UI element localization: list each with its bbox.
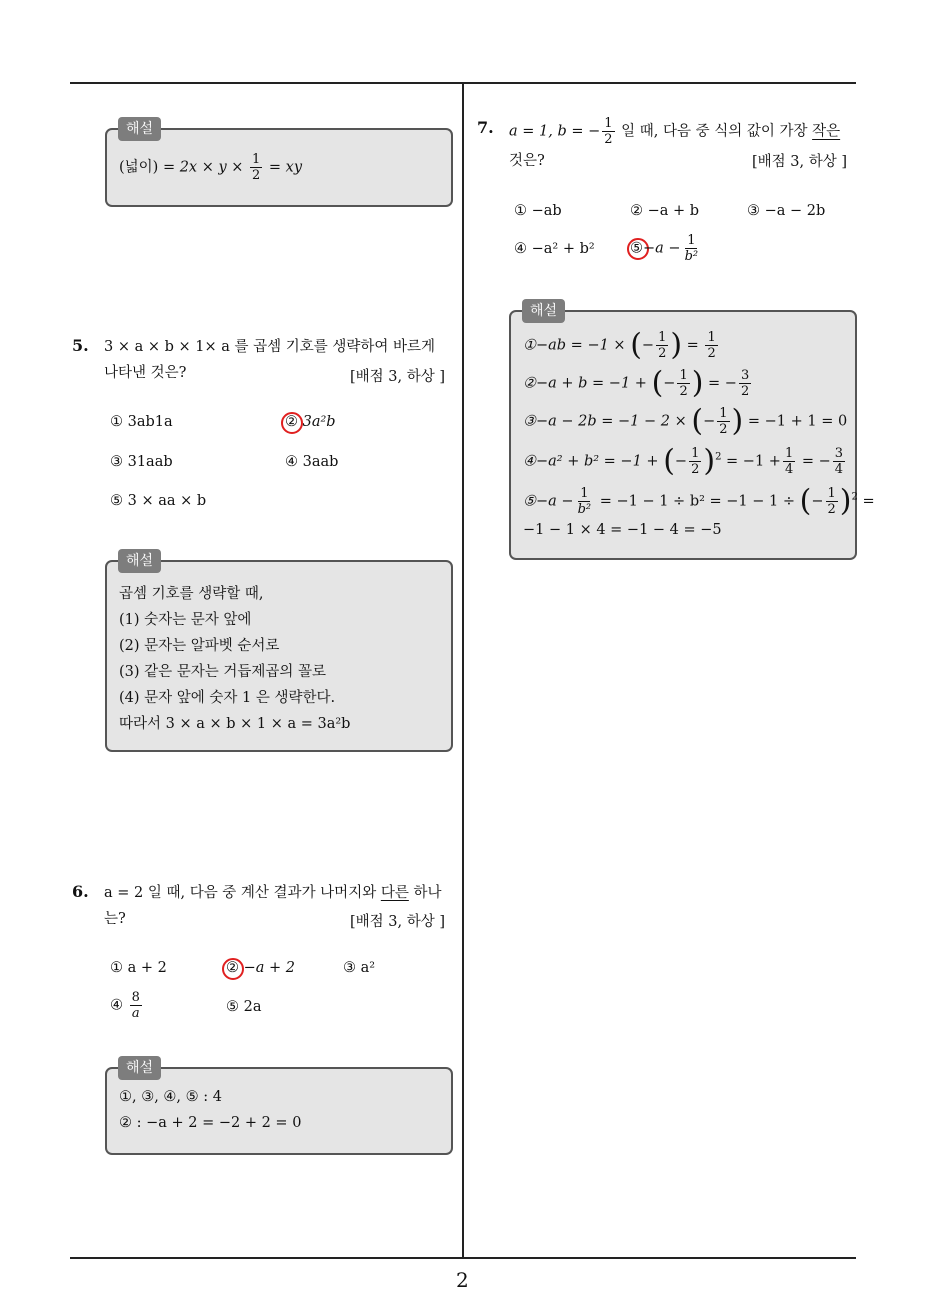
q5-number: 5. [72,336,89,355]
q6-text-line2: 는? [104,911,126,927]
q7-sol3-post: = −1 + 1 = 0 [747,413,848,430]
q7-sol4-b-den: 4 [784,462,794,477]
q7-sol1-pre: ①−ab = −1 × [523,337,626,354]
q7-sol1-res-num: 1 [707,330,716,345]
q7-text-underlined: 작은 [812,123,841,140]
q7-option-1[interactable]: ① −ab [514,203,562,219]
q7-sol1-post: = [686,337,699,354]
q7-option-2[interactable]: ② −a + b [630,203,700,219]
q7-option-4[interactable]: ④ −a² + b² [514,241,595,257]
q7-sol4-fraction [689,446,701,477]
q5-text-line1: 3 × a × b × 1× a 를 곱셈 기호를 생략하여 바르게 [104,339,436,355]
q7-sol2-paren-open: ( [651,365,664,401]
q7-sol4-post2: = − [801,453,831,470]
q7-solution-line-3 [523,403,848,439]
q7-sol4-pre: ④−a² + b² = −1 + [523,453,659,470]
q7-sol1-num: 1 [658,330,667,345]
q7-sol4-sup: 2 [715,451,722,463]
q7-option-5-marker: ⑤ [630,240,643,257]
q6-text-pre: a = 2 일 때, 다음 중 계산 결과가 나머지와 [104,885,381,901]
q6-opt4-denominator: a [131,1006,140,1021]
q7-solution-line-6: −1 − 1 × 4 = −1 − 4 = −5 [523,522,722,538]
q6-option-4-fraction [130,990,142,1021]
q5-option-2-marker: ② [285,414,298,430]
q6-solution-tag: 해설 [118,1056,161,1080]
q6-option-3[interactable]: ③ a² [343,960,376,976]
q7-sol1-fraction [656,330,668,361]
q7-sol5-a-num: 1 [580,486,589,501]
q7-sol4-result [833,446,845,477]
q5-option-2[interactable] [285,414,336,430]
q7-sol5-sup: 2 [851,491,858,503]
q6-option-4-marker: ④ [110,997,123,1014]
q7-solution-line-5 [523,483,875,519]
q6-option-2-marker: ② [226,960,239,976]
column-divider [462,82,464,1258]
q7-sol2-num: 1 [679,368,688,383]
q7-sol2-fraction [677,368,689,399]
q7-sol4-frac-b [783,446,795,477]
q7-solution-tag: 해설 [522,299,565,323]
q7-sol3-fraction [717,406,729,437]
q6-option-1[interactable]: ① a + 2 [110,960,167,976]
q6-score: [배점 3, 하상 ] [350,914,446,930]
q7-sol5-pre: ⑤−a − [523,493,574,510]
q7-text-line1 [509,116,840,147]
q7-sol2-paren-close: ) [691,365,704,401]
q4-solution-line [119,152,302,183]
q5-solution-line-5: (4) 문자 앞에 숫자 1 은 생략한다. [119,690,336,706]
q6-text-underlined: 다른 [380,885,409,901]
bottom-rule [70,1257,856,1259]
q7-option-5-pre: −a − [643,240,681,257]
q6-text-line1 [104,880,441,906]
q7-sol5-a-den: b² [577,502,592,517]
q7-sol2-den: 2 [679,384,688,399]
q6-number: 6. [72,882,89,901]
q7-solution-line-2 [523,365,753,401]
q7-sol3-num: 1 [719,406,728,421]
q7-text-line2: 것은? [509,153,545,169]
q7-sol1-den: 2 [658,346,667,361]
q6-option-4[interactable] [110,990,144,1021]
q7-sol2-inner: − [663,375,676,392]
q7-sol2-res-num: 3 [740,368,750,383]
q5-solution-tag: 해설 [118,549,161,573]
q7-sol5-inner: − [811,493,824,510]
q7-sol4-num: 1 [691,446,700,461]
q7-sol1-paren-open: ( [630,327,642,363]
q5-solution-line-6: 따라서 3 × a × b × 1 × a = 3a²b [119,716,351,732]
q7-option-5-fraction [683,233,701,264]
q5-option-2-text: 3a²b [302,414,336,430]
q7-sol4-paren-close: ) [703,443,716,479]
q7-text-pre: a = 1, b = − [509,123,601,140]
q5-score: [배점 3, 하상 ] [350,369,446,385]
q7-opt5-denominator: b² [684,249,699,264]
q7-sol4-post1: = −1 + [726,453,781,470]
q7-sol4-res-den: 4 [834,462,844,477]
q5-solution-line-3: (2) 문자는 알파벳 순서로 [119,638,280,654]
q5-option-3[interactable]: ③ 31aab [110,454,173,470]
q7-sol2-result [739,368,751,399]
page-number: 2 [456,1268,469,1292]
q7-text-fraction [602,116,614,147]
q6-solution-box [105,1067,453,1155]
q7-sol5-fraction-a [576,486,594,517]
q7-sol5-post: = [862,493,875,510]
q7-sol5-paren-close: ) [839,483,852,519]
q5-solution-line-4: (3) 같은 문자는 거듭제곱의 꼴로 [119,664,327,680]
q7-sol3-den: 2 [719,422,728,437]
q7-sol1-paren-close: ) [670,327,683,363]
q4-solution-tag: 해설 [118,117,161,141]
q7-sol4-inner: − [674,453,688,470]
q7-sol4-res-num: 3 [834,446,844,461]
q4-solution-fraction [250,152,262,183]
q6-text-post: 하나 [408,885,442,901]
q7-number: 7. [477,118,494,137]
q4-solution-eq: = 2x × y × [162,159,244,176]
q7-sol5-paren-open: ( [799,483,812,519]
q7-frac-denominator: 2 [604,132,613,147]
q7-frac-numerator: 1 [604,116,613,131]
q6-option-2-text: −a + 2 [243,960,295,976]
q5-text-line2: 나타낸 것은? [104,365,187,381]
q5-option-4[interactable]: ④ 3aab [285,454,339,470]
q7-sol5-fraction-b [826,486,838,517]
q5-option-1[interactable]: ① 3ab1a [110,414,173,430]
q6-option-2[interactable] [226,960,295,976]
q6-solution-line-2: ② : −a + 2 = −2 + 2 = 0 [119,1115,302,1131]
q7-sol3-pre: ③−a − 2b = −1 − 2 × [523,413,687,430]
q4-solution-lhs: (넓이) [119,159,159,176]
q7-sol3-inner: − [703,413,716,430]
q7-option-3[interactable]: ③ −a − 2b [747,203,826,219]
q7-sol4-paren-open: ( [663,443,675,479]
q7-score: [배점 3, 하상 ] [752,154,848,170]
q6-opt4-numerator: 8 [131,990,140,1005]
q4-frac-numerator: 1 [252,152,261,167]
q7-sol4-b-num: 1 [784,446,794,461]
q7-sol3-paren-open: ( [691,403,704,439]
q4-solution-rhs: = xy [268,159,303,176]
q5-solution-line-1: 곱셈 기호를 생략할 때, [119,586,264,602]
q7-sol5-b-den: 2 [827,502,836,517]
q7-sol1-result [705,330,717,361]
q7-sol5-b-num: 1 [827,486,836,501]
q7-option-5[interactable] [630,233,702,264]
q5-solution-line-2: (1) 숫자는 문자 앞에 [119,612,252,628]
q7-solution-box [509,310,875,560]
q7-sol2-pre: ②−a + b = −1 + [523,375,647,392]
q7-solution-line-4 [523,443,847,479]
q7-sol2-res-den: 2 [740,384,750,399]
q6-option-5[interactable]: ⑤ 2a [226,999,262,1015]
q7-text-mid: 일 때, 다음 중 식의 값이 가장 [616,123,813,140]
q7-solution-line-1 [523,327,720,363]
q7-opt5-numerator: 1 [687,233,696,248]
q7-sol1-inner: − [641,337,655,354]
q7-sol3-paren-close: ) [731,403,744,439]
q5-solution-box [105,560,453,752]
q7-sol4-den: 2 [691,462,700,477]
q6-solution-line-1: ①, ③, ④, ⑤ : 4 [119,1089,222,1105]
q5-option-5[interactable]: ⑤ 3 × aa × b [110,493,207,509]
q7-sol1-res-den: 2 [707,346,716,361]
q7-sol2-post: = − [708,375,737,392]
q7-sol5-mid: = −1 − 1 ÷ b² = −1 − 1 ÷ [599,493,796,510]
q4-frac-denominator: 2 [252,168,261,183]
